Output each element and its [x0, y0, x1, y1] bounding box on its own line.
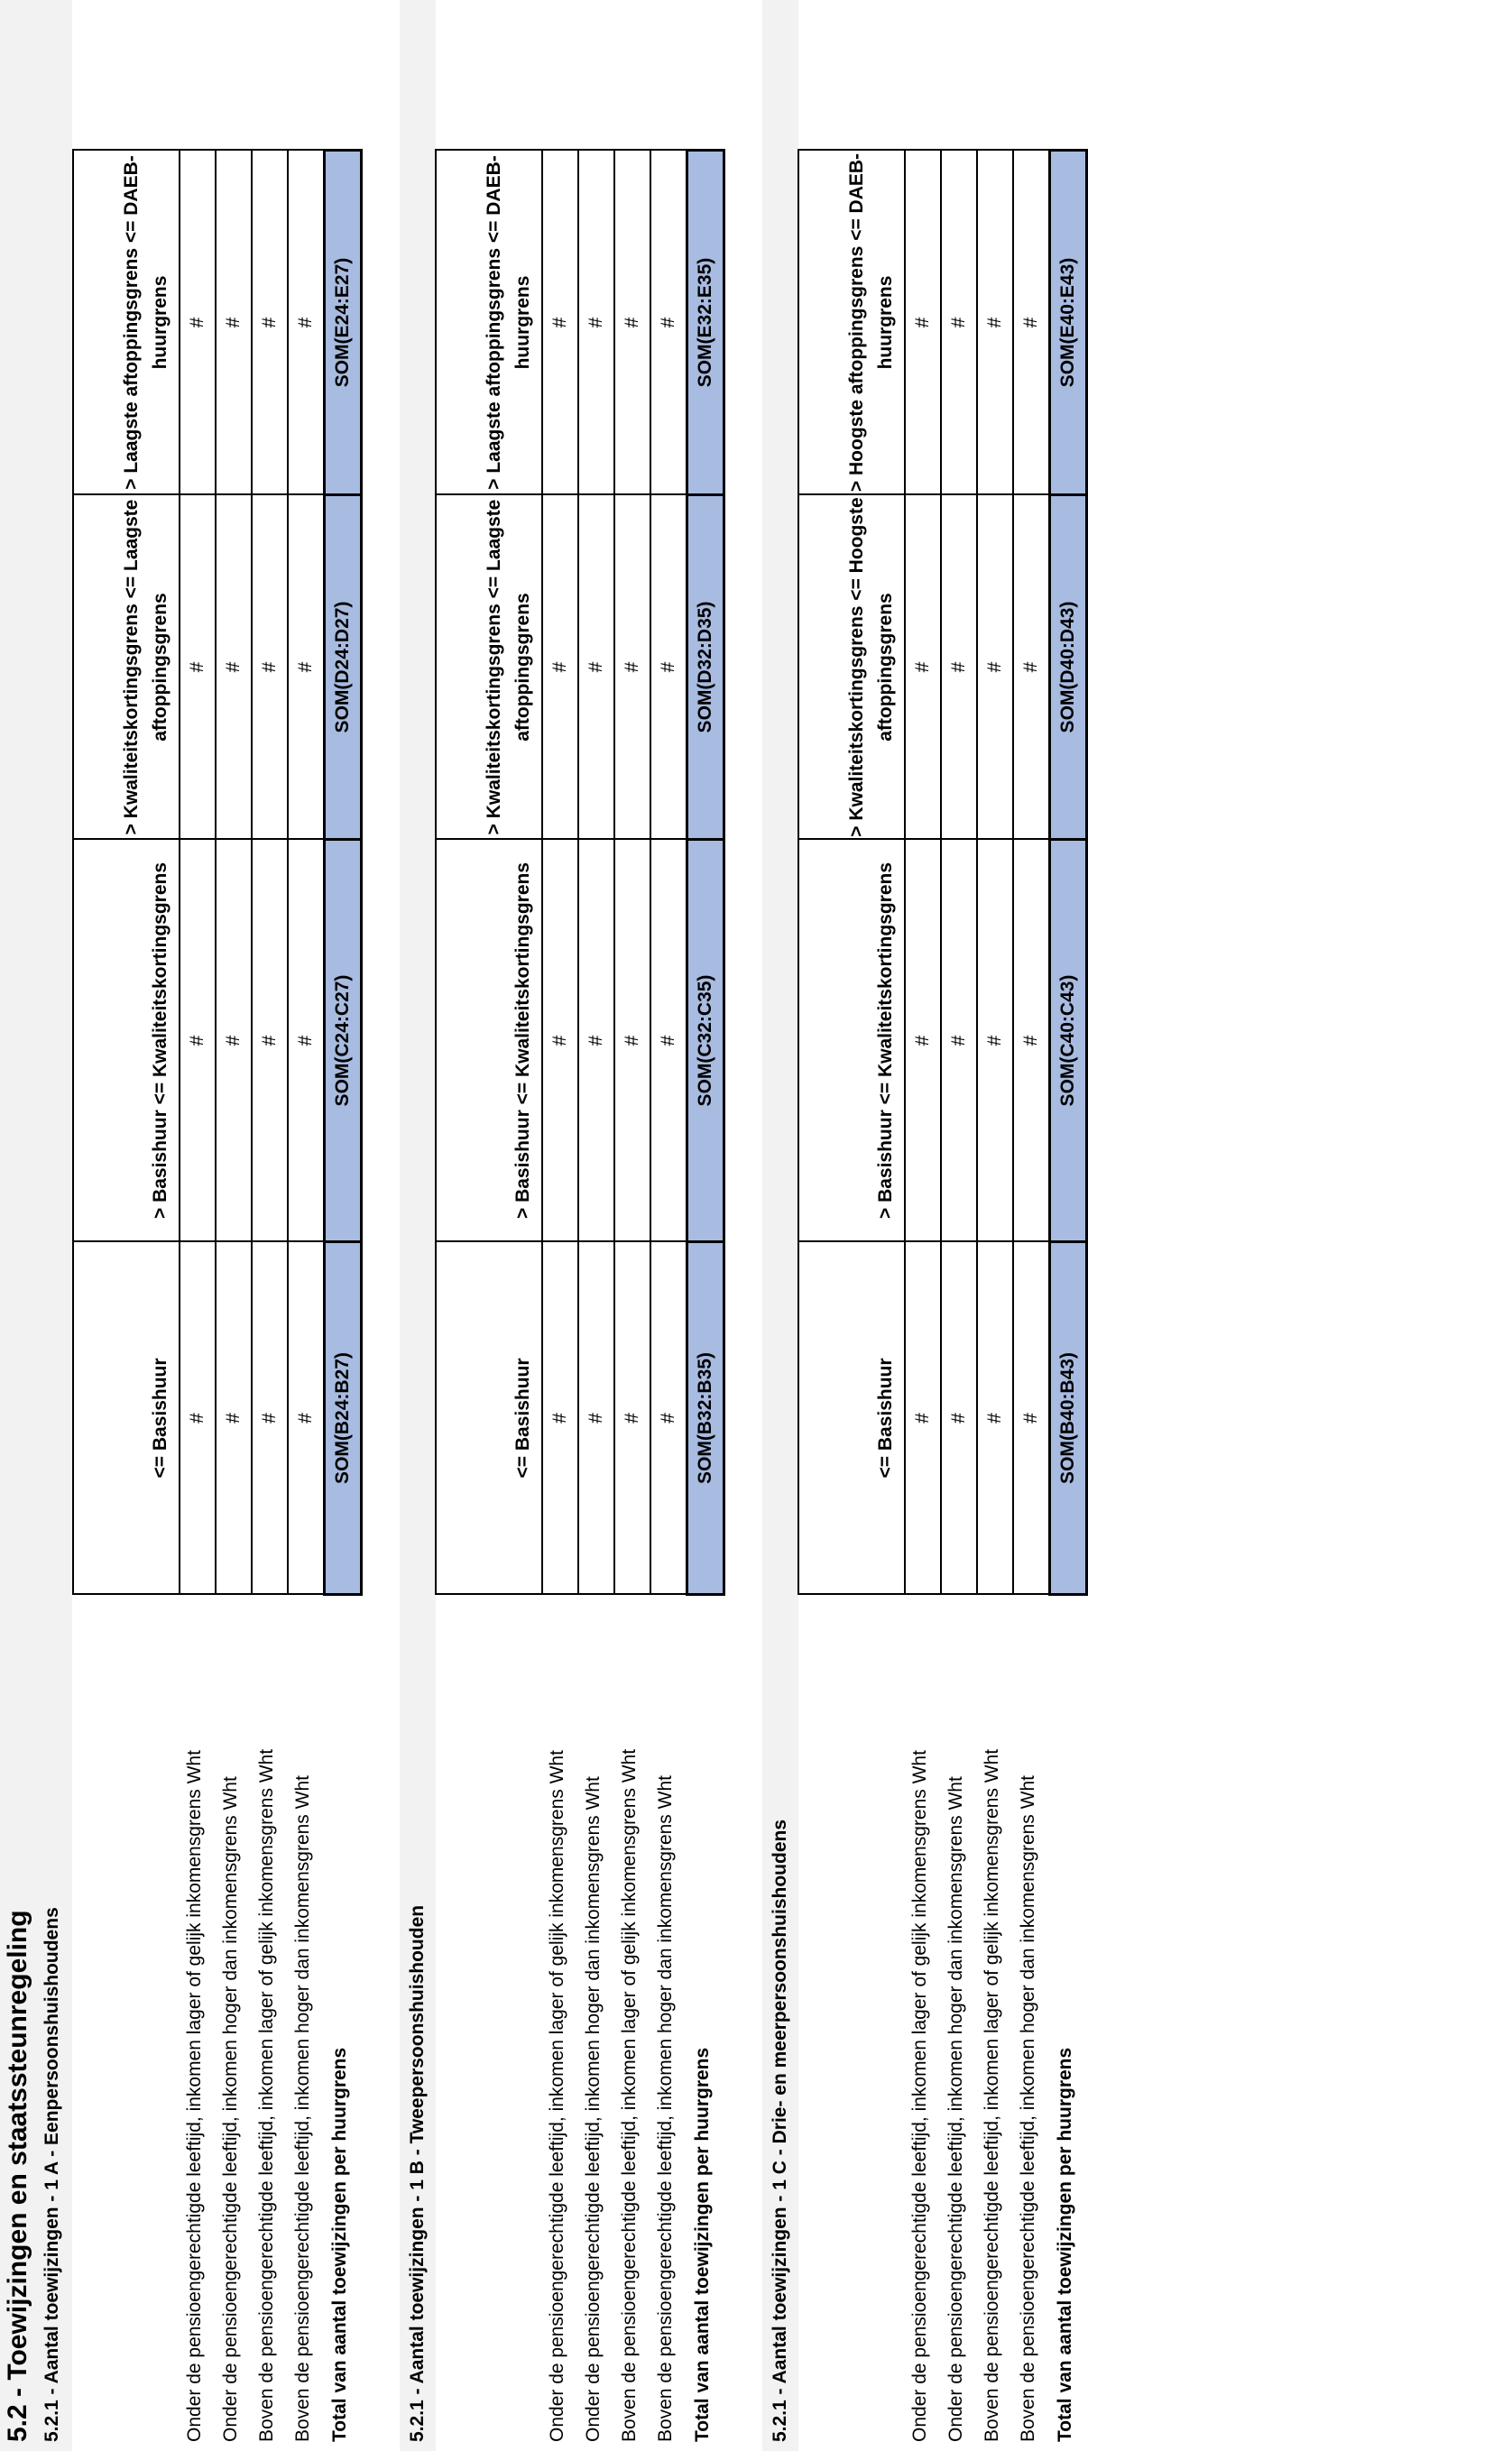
- total-cell[interactable]: SOM(B32:B35): [687, 1242, 724, 1595]
- row-label: Onder de pensioengerechtigde leeftijd, inkomen lager of gelijk inkomensgrens Wht: [547, 1750, 567, 2442]
- total-row: [687, 151, 724, 1595]
- table-cell[interactable]: #: [650, 495, 687, 840]
- table-cell[interactable]: #: [180, 1242, 216, 1595]
- table-cell[interactable]: #: [288, 495, 325, 840]
- total-row: [325, 151, 362, 1595]
- row-label: Onder de pensioengerechtigde leeftijd, inkomen hoger dan inkomensgrens Wht: [945, 1776, 966, 2442]
- table-row: [180, 151, 216, 1595]
- table-cell[interactable]: #: [977, 1242, 1013, 1595]
- table-cell[interactable]: #: [941, 495, 977, 840]
- total-cell[interactable]: SOM(E24:E27): [325, 151, 362, 495]
- table-cell[interactable]: #: [542, 840, 578, 1242]
- table-cell[interactable]: #: [614, 151, 650, 495]
- column-header[interactable]: <= Basishuur: [73, 1242, 180, 1595]
- table-1b: [435, 149, 725, 1596]
- table-cell[interactable]: #: [180, 495, 216, 840]
- table-cell[interactable]: #: [252, 151, 288, 495]
- table-cell[interactable]: #: [252, 495, 288, 840]
- table-cell[interactable]: #: [542, 151, 578, 495]
- row-label: Boven de pensioengerechtigde leeftijd, inkomen lager of gelijk inkomensgrens Wht: [619, 1748, 640, 2442]
- table-row: [288, 151, 325, 1595]
- row-label: Boven de pensioengerechtigde leeftijd, inkomen hoger dan inkomensgrens Wht: [1018, 1775, 1038, 2442]
- total-cell[interactable]: SOM(D40:D43): [1050, 495, 1087, 840]
- column-header[interactable]: > Basishuur <= Kwaliteitskortingsgrens: [798, 840, 905, 1242]
- table-cell[interactable]: #: [252, 840, 288, 1242]
- table-cell[interactable]: #: [578, 495, 614, 840]
- column-header[interactable]: > Kwaliteitskortingsgrens <= Laagste aftoppingsgrens: [73, 495, 180, 840]
- table-cell[interactable]: #: [614, 1242, 650, 1595]
- table-cell[interactable]: #: [578, 840, 614, 1242]
- table-1a: [72, 149, 363, 1596]
- section-title-1b: 5.2.1 - Aantal toewijzingen - 1 B - Tweepersoonshuishouden: [407, 1904, 428, 2442]
- row-label: Onder de pensioengerechtigde leeftijd, inkomen lager of gelijk inkomensgrens Wht: [184, 1750, 205, 2442]
- row-label: Onder de pensioengerechtigde leeftijd, inkomen hoger dan inkomensgrens Wht: [220, 1776, 241, 2442]
- table-row: [941, 151, 977, 1595]
- table-cell[interactable]: #: [650, 1242, 687, 1595]
- table-cell[interactable]: #: [977, 840, 1013, 1242]
- table-cell[interactable]: #: [216, 151, 252, 495]
- table-cell[interactable]: #: [977, 495, 1013, 840]
- row-label: Onder de pensioengerechtigde leeftijd, inkomen hoger dan inkomensgrens Wht: [583, 1776, 604, 2442]
- table-cell[interactable]: #: [614, 495, 650, 840]
- table-cell[interactable]: #: [252, 1242, 288, 1595]
- table-row: [578, 151, 614, 1595]
- table-cell[interactable]: #: [1013, 840, 1050, 1242]
- total-cell[interactable]: SOM(E40:E43): [1050, 151, 1087, 495]
- table-cell[interactable]: #: [1013, 1242, 1050, 1595]
- table-row: [252, 151, 288, 1595]
- table-row: [542, 151, 578, 1595]
- table-row: [216, 151, 252, 1595]
- total-cell[interactable]: SOM(D24:D27): [325, 495, 362, 840]
- table-cell[interactable]: #: [941, 1242, 977, 1595]
- row-label: Boven de pensioengerechtigde leeftijd, inkomen hoger dan inkomensgrens Wht: [655, 1775, 676, 2442]
- table-cell[interactable]: #: [542, 1242, 578, 1595]
- column-header[interactable]: <= Basishuur: [798, 1242, 905, 1595]
- row-label: Onder de pensioengerechtigde leeftijd, inkomen lager of gelijk inkomensgrens Wht: [909, 1750, 930, 2442]
- column-header[interactable]: > Basishuur <= Kwaliteitskortingsgrens: [73, 840, 180, 1242]
- table-cell[interactable]: #: [941, 151, 977, 495]
- row-label: Boven de pensioengerechtigde leeftijd, inkomen lager of gelijk inkomensgrens Wht: [256, 1748, 277, 2442]
- table-cell[interactable]: #: [905, 1242, 941, 1595]
- table-cell[interactable]: #: [542, 495, 578, 840]
- column-header[interactable]: > Kwaliteitskortingsgrens <= Hoogste aftoppingsgrens: [798, 495, 905, 840]
- column-header[interactable]: > Hoogste aftoppingsgrens <= DAEB-huurgrens: [798, 151, 905, 495]
- table-cell[interactable]: #: [1013, 151, 1050, 495]
- column-header[interactable]: > Laagste aftoppingsgrens <= DAEB-huurgrens: [436, 151, 542, 495]
- table-cell[interactable]: #: [288, 840, 325, 1242]
- table-cell[interactable]: #: [905, 495, 941, 840]
- total-row-label: Total van aantal toewijzingen per huurgrens: [329, 2047, 350, 2442]
- section-title-1c: 5.2.1 - Aantal toewijzingen - 1 C - Drie- en meerpersoonshuishoudens: [770, 1819, 790, 2442]
- table-row: [1013, 151, 1050, 1595]
- header-row: [73, 151, 180, 1595]
- table-cell[interactable]: #: [180, 840, 216, 1242]
- table-row: [905, 151, 941, 1595]
- table-row: [614, 151, 650, 1595]
- total-cell[interactable]: SOM(C40:C43): [1050, 840, 1087, 1242]
- header-row: [798, 151, 905, 1595]
- total-cell[interactable]: SOM(C32:C35): [687, 840, 724, 1242]
- table-cell[interactable]: #: [578, 151, 614, 495]
- total-cell[interactable]: SOM(D32:D35): [687, 495, 724, 840]
- table-row: [650, 151, 687, 1595]
- column-header[interactable]: > Laagste aftoppingsgrens <= DAEB-huurgrens: [73, 151, 180, 495]
- table-cell[interactable]: #: [216, 495, 252, 840]
- table-1c: [797, 149, 1088, 1596]
- table-cell[interactable]: #: [216, 840, 252, 1242]
- table-cell[interactable]: #: [650, 840, 687, 1242]
- table-cell[interactable]: #: [941, 840, 977, 1242]
- page-title: 5.2 - Toewijzingen en staatssteunregeling: [3, 1910, 32, 2442]
- table-cell[interactable]: #: [288, 1242, 325, 1595]
- total-cell[interactable]: SOM(B40:B43): [1050, 1242, 1087, 1595]
- row-label: Boven de pensioengerechtigde leeftijd, inkomen hoger dan inkomensgrens Wht: [292, 1775, 313, 2442]
- total-cell[interactable]: SOM(B24:B27): [325, 1242, 362, 1595]
- total-row-label: Total van aantal toewijzingen per huurgrens: [1055, 2047, 1075, 2442]
- column-header[interactable]: > Basishuur <= Kwaliteitskortingsgrens: [436, 840, 542, 1242]
- table-row: [977, 151, 1013, 1595]
- total-cell[interactable]: SOM(C24:C27): [325, 840, 362, 1242]
- table-cell[interactable]: #: [288, 151, 325, 495]
- header-row: [436, 151, 542, 1595]
- table-cell[interactable]: #: [180, 151, 216, 495]
- table-cell[interactable]: #: [216, 1242, 252, 1595]
- table-cell[interactable]: #: [614, 840, 650, 1242]
- table-cell[interactable]: #: [578, 1242, 614, 1595]
- total-row: [1050, 151, 1087, 1595]
- section-title-1a: 5.2.1 - Aantal toewijzingen - 1 A - Eenpersoonshuishoudens: [41, 1907, 62, 2442]
- total-row-label: Total van aantal toewijzingen per huurgrens: [692, 2047, 713, 2442]
- column-header[interactable]: > Kwaliteitskortingsgrens <= Laagste aftoppingsgrens: [436, 495, 542, 840]
- table-cell[interactable]: #: [905, 151, 941, 495]
- table-cell[interactable]: #: [977, 151, 1013, 495]
- total-cell[interactable]: SOM(E32:E35): [687, 151, 724, 495]
- row-label: Boven de pensioengerechtigde leeftijd, inkomen lager of gelijk inkomensgrens Wht: [982, 1748, 1002, 2442]
- column-header[interactable]: <= Basishuur: [436, 1242, 542, 1595]
- table-cell[interactable]: #: [905, 840, 941, 1242]
- table-cell[interactable]: #: [1013, 495, 1050, 840]
- table-cell[interactable]: #: [650, 151, 687, 495]
